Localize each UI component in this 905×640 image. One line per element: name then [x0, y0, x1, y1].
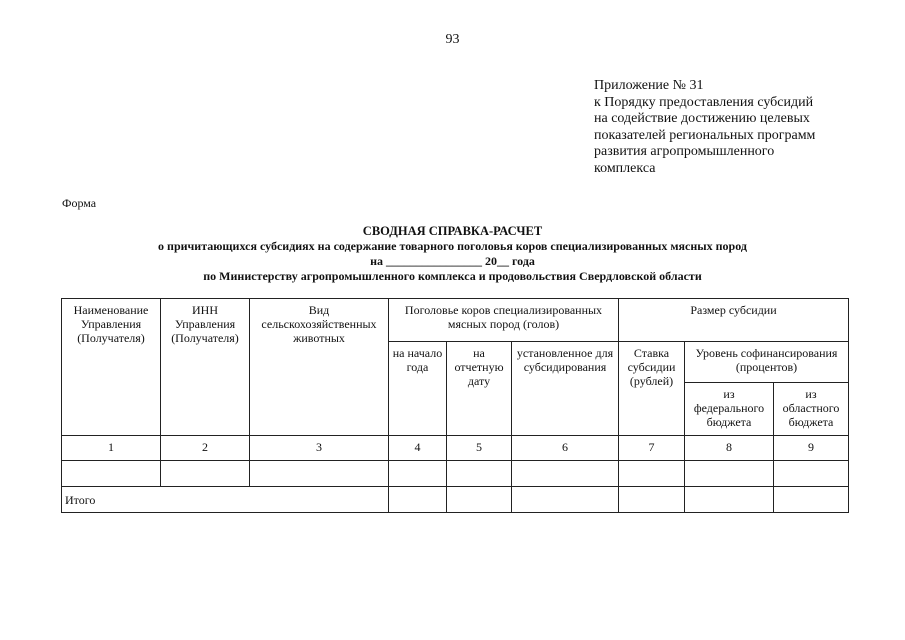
header-regional-budget: из областного бюджета [774, 383, 849, 436]
title-date-line: на ________________ 20__ года [370, 254, 535, 268]
table-cell [685, 461, 774, 487]
appendix-line: Приложение № 31 [594, 78, 704, 93]
header-subsidy-rate: Ставка субсидии (рублей) [619, 342, 685, 436]
table-cell [250, 461, 389, 487]
header-year-start: на начало года [389, 342, 447, 436]
table-row [62, 461, 849, 487]
column-numbers-row [62, 436, 849, 461]
table-cell [62, 461, 161, 487]
header-report-date: на отчетную дату [447, 342, 512, 436]
header-subsidized: установленное для субсидирования [512, 342, 619, 436]
table-cell [619, 461, 685, 487]
title-main: СВОДНАЯ СПРАВКА-РАСЧЕТ [362, 224, 543, 238]
column-number: 4 [389, 436, 447, 461]
appendix-line: развития агропромышленного [594, 144, 775, 159]
appendix-note [594, 78, 894, 177]
column-number: 3 [250, 436, 389, 461]
header-federal-budget: из федерального бюджета [685, 383, 774, 436]
table-cell [447, 461, 512, 487]
total-label: Итого [62, 487, 389, 513]
column-number: 6 [512, 436, 619, 461]
total-row [62, 487, 849, 513]
table-cell [161, 461, 250, 487]
header-subsidy-group: Размер субсидии [619, 299, 849, 342]
column-number: 7 [619, 436, 685, 461]
document-title [0, 224, 905, 284]
table-cell [447, 487, 512, 513]
form-label: Форма [62, 196, 97, 210]
table-cell [389, 461, 447, 487]
appendix-line: к Порядку предоставления субсидий [594, 94, 814, 110]
header-livestock-group: Поголовье коров специализированных мясных пород (голов) [389, 299, 619, 342]
table-cell [774, 487, 849, 513]
column-number: 1 [62, 436, 161, 461]
header-recipient-name: Наименование Управления (Получателя) [62, 299, 161, 436]
table-cell [685, 487, 774, 513]
header-animal-type: Вид сельскохозяйственных животных [250, 299, 389, 436]
appendix-line: комплекса [594, 160, 656, 176]
column-number: 2 [161, 436, 250, 461]
table-cell [512, 487, 619, 513]
calculation-table [61, 298, 849, 513]
page-number: 93 [445, 32, 460, 47]
table-cell [512, 461, 619, 487]
title-ministry: по Министерству агропромышленного комплекса и продовольствия Свердловской области [203, 269, 702, 283]
header-inn: ИНН Управления (Получателя) [161, 299, 250, 436]
header-cofinancing-group: Уровень софинансирования (процентов) [685, 342, 849, 383]
column-number: 8 [685, 436, 774, 461]
appendix-line: на содействие достижению целевых [594, 111, 810, 126]
column-number: 5 [447, 436, 512, 461]
appendix-line: показателей региональных программ [594, 127, 816, 143]
table-cell [774, 461, 849, 487]
table-cell [389, 487, 447, 513]
title-subject: о причитающихся субсидиях на содержание товарного поголовья коров специализированных мясных пород [158, 239, 747, 253]
table-cell [619, 487, 685, 513]
column-number: 9 [774, 436, 849, 461]
